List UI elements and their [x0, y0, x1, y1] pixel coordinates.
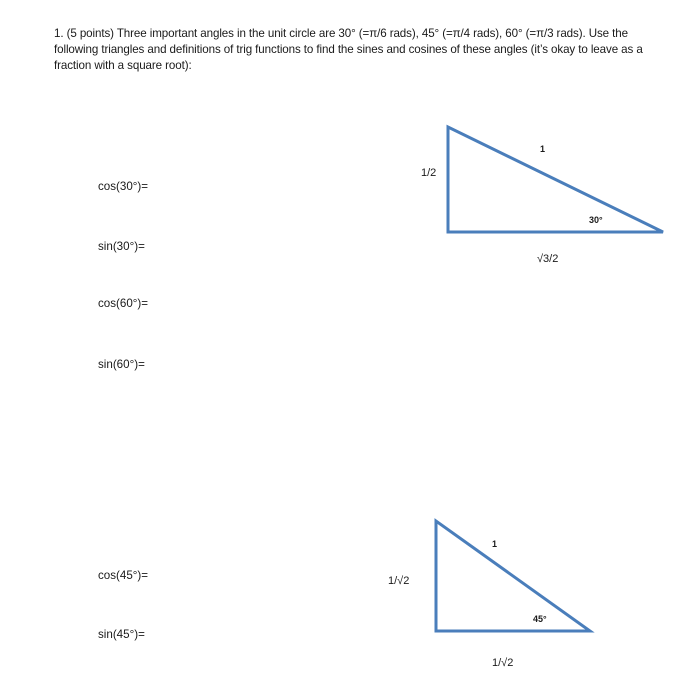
triangle-45-45-90: [432, 518, 594, 635]
triangle-45-angle-label: 45°: [533, 614, 547, 624]
triangle-30-shape: [448, 127, 663, 232]
triangle-30-60-90: [445, 124, 667, 236]
triangle-45-hypotenuse-label: 1: [492, 539, 498, 549]
prompt-cos-45: cos(45°)=: [98, 569, 149, 582]
triangle-45-adjacent-label: 1/√2: [492, 657, 514, 669]
triangle-30-angle-label: 30°: [589, 215, 603, 225]
prompt-sin-60: sin(60°)=: [98, 358, 145, 371]
triangle-45-opposite-label: 1/√2: [388, 575, 410, 587]
prompt-cos-60: cos(60°)=: [98, 297, 149, 310]
prompt-sin-45: sin(45°)=: [98, 628, 145, 641]
question-text: 1. (5 points) Three important angles in the unit circle are 30° (=π/6 rads), 45° (=π/4 rads), 60° (=π/3 rads). Use the following triangles and definitions of trig functions to find the sines and cosines of these angles (it’s okay to leave as a fraction with a square root):: [54, 27, 643, 72]
triangle-30-hypotenuse-label: 1: [540, 144, 546, 154]
triangle-30-adjacent-label: √3/2: [537, 253, 559, 265]
prompt-sin-30: sin(30°)=: [98, 240, 145, 253]
triangle-30-opposite-label: 1/2: [421, 167, 437, 179]
triangle-45-shape: [436, 521, 590, 631]
prompt-cos-30: cos(30°)=: [98, 180, 149, 193]
